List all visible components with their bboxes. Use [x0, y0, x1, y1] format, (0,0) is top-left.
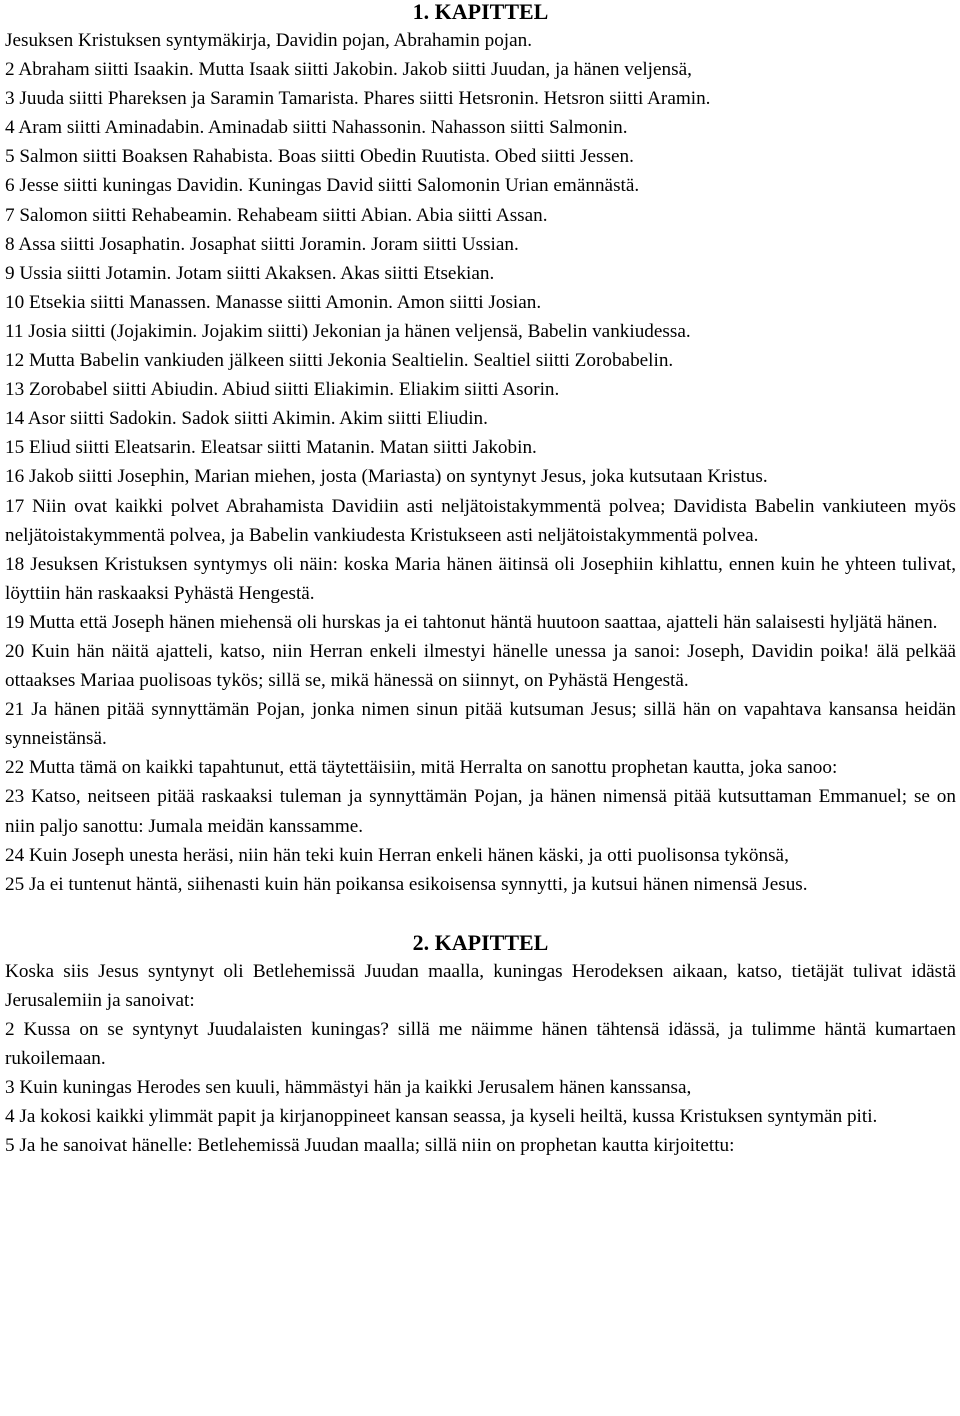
document-page — [5, 0, 956, 1160]
verse-1-18: 18 Jesuksen Kristuksen syntymys oli näin: koska Maria hänen äitinsä oli Josephiin kihlattu, ennen kuin he yhteen tulivat, löyttiin hän raskaaksi Pyhästä Hengestä. — [5, 553, 956, 604]
verse-1-12: 12 Mutta Babelin vankiuden jälkeen siitti Jekonia Sealtielin. Sealtiel siitti Zorobabelin. — [5, 350, 674, 372]
verse-1-19: 19 Mutta että Joseph hänen miehensä oli hurskas ja ei tahtonut häntä huutoon saattaa, ajatteli hän salaisesti hyljätä hänen. — [5, 611, 938, 633]
verse-1-17: 17 Niin ovat kaikki polvet Abrahamista Davidiin asti neljätoistakymmentä polvea; Davidista Babelin vankiuteen myös neljätoistakymmentä polvea, ja Babelin vankiudesta Kristukseen asti neljätoistakymmentä polvea. — [5, 495, 956, 546]
verse-1-8: 8 Assa siitti Josaphatin. Josaphat siitti Joramin. Joram siitti Ussian. — [5, 233, 519, 255]
chapter-2-body — [5, 957, 956, 1161]
verse-1-16: 16 Jakob siitti Josephin, Marian miehen, josta (Mariasta) on syntynyt Jesus, joka kutsutaan Kristus. — [5, 466, 768, 488]
verse-2-3: 3 Kuin kuningas Herodes sen kuuli, hämmästyi hän ja kaikki Jerusalem hänen kanssansa, — [5, 1077, 692, 1099]
verse-2-2: 2 Kussa on se syntynyt Juudalaisten kuningas? sillä me näimme hänen tähtensä idässä, ja tulimme häntä kumartaen rukoilemaan. — [5, 1019, 956, 1070]
verse-1-23: 23 Katso, neitseen pitää raskaaksi tuleman ja synnyttämän Pojan, ja hänen nimensä pitää kutsuttaman Emmanuel; se on niin paljo sanottu: Jumala meidän kanssamme. — [5, 786, 956, 837]
verse-1-21: 21 Ja hänen pitää synnyttämän Pojan, jonka nimen sinun pitää kutsuman Jesus; sillä hän on vapahtava kansansa heidän synneistänsä. — [5, 699, 956, 750]
verse-2-4: 4 Ja kokosi kaikki ylimmät papit ja kirjanoppineet kansan seassa, ja kyseli heiltä, kussa Kristuksen syntymän piti. — [5, 1106, 878, 1128]
verse-1-5: 5 Salmon siitti Boaksen Rahabista. Boas siitti Obedin Ruutista. Obed siitti Jessen. — [5, 146, 634, 168]
verse-1-3: 3 Juuda siitti Phareksen ja Saramin Tamarista. Phares siitti Hetsronin. Hetsron siitti Aramin. — [5, 88, 711, 110]
chapter-1-title: 1. KAPITTEL — [412, 0, 549, 24]
verse-1-9: 9 Ussia siitti Jotamin. Jotam siitti Akaksen. Akas siitti Etsekian. — [5, 262, 495, 284]
verse-1-14: 14 Asor siitti Sadokin. Sadok siitti Akimin. Akim siitti Eliudin. — [5, 408, 488, 430]
verse-1-13: 13 Zorobabel siitti Abiudin. Abiud siitti Eliakimin. Eliakim siitti Asorin. — [5, 379, 560, 401]
verse-1-4: 4 Aram siitti Aminadabin. Aminadab siitti Nahassonin. Nahasson siitti Salmonin. — [5, 117, 628, 139]
verse-1-1: Jesuksen Kristuksen syntymäkirja, Davidin pojan, Abrahamin pojan. — [5, 30, 533, 51]
verse-1-15: 15 Eliud siitti Eleatsarin. Eleatsar siitti Matanin. Matan siitti Jakobin. — [5, 437, 537, 459]
verse-1-11: 11 Josia siitti (Jojakimin. Jojakim siitti) Jekonian ja hänen veljensä, Babelin vankiudessa. — [5, 320, 691, 342]
verse-2-1: Koska siis Jesus syntynyt oli Betlehemissä Juudan maalla, kuningas Herodeksen aikaan, katso, tietäjät tulivat idästä Jerusalemiin ja sanoivat: — [5, 960, 956, 1011]
chapter-1-body — [5, 26, 956, 899]
verse-1-25: 25 Ja ei tuntenut häntä, siihenasti kuin hän poikansa esikoisensa synnytti, ja kutsui hänen nimensä Jesus. — [5, 873, 808, 895]
verse-1-2: 2 Abraham siitti Isaakin. Mutta Isaak siitti Jakobin. Jakob siitti Juudan, ja hänen veljensä, — [5, 59, 692, 81]
verse-1-7: 7 Salomon siitti Rehabeamin. Rehabeam siitti Abian. Abia siitti Assan. — [5, 204, 548, 226]
verse-1-20: 20 Kuin hän näitä ajatteli, katso, niin Herran enkeli ilmestyi hänelle unessa ja sanoi: Joseph, Davidin poika! älä pelkää ottaakses Mariaa puolisoas tykös; sillä se, mikä hänessä on siinnyt, on Pyhästä Hengestä. — [5, 640, 956, 692]
verse-2-5: 5 Ja he sanoivat hänelle: Betlehemissä Juudan maalla; sillä niin on prophetan kautta kirjoitettu: — [5, 1135, 735, 1157]
chapter-2-title: 2. KAPITTEL — [412, 929, 549, 955]
verse-1-22: 22 Mutta tämä on kaikki tapahtunut, että täytettäisiin, mitä Herralta on sanottu prophetan kautta, joka sanoo: — [5, 757, 838, 779]
verse-1-10: 10 Etsekia siitti Manassen. Manasse siitti Amonin. Amon siitti Josian. — [5, 291, 542, 313]
verse-1-6: 6 Jesse siitti kuningas Davidin. Kuningas David siitti Salomonin Urian emännästä. — [5, 175, 640, 197]
verse-1-24: 24 Kuin Joseph unesta heräsi, niin hän teki kuin Herran enkeli hänen käski, ja otti puolisonsa tykönsä, — [5, 844, 789, 866]
